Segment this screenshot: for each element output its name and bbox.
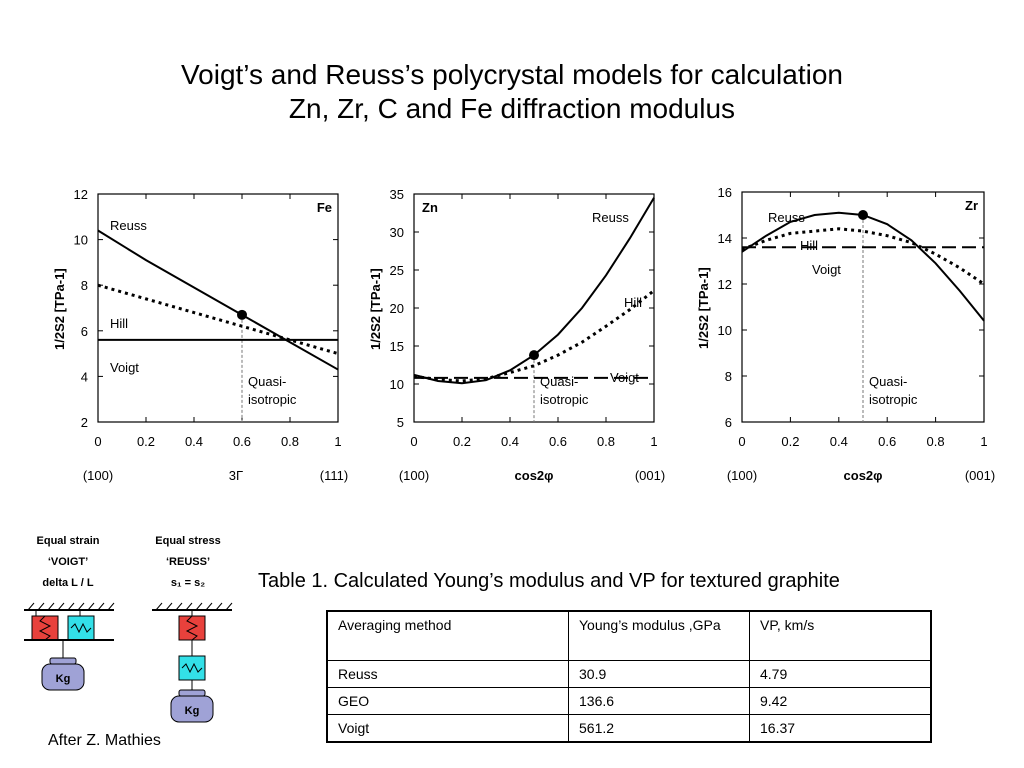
series-line-reuss bbox=[98, 230, 338, 369]
table-row bbox=[327, 661, 931, 688]
table-cell: Voigt bbox=[327, 715, 569, 743]
table-cell: 136.6 bbox=[569, 688, 750, 715]
x-tick-label: 0.2 bbox=[136, 434, 156, 449]
data-point-marker bbox=[529, 350, 539, 360]
y-tick-label: 15 bbox=[389, 339, 404, 354]
table-cell: 561.2 bbox=[569, 715, 750, 743]
voigt-label-3: delta L / L bbox=[42, 577, 94, 589]
data-point-marker bbox=[858, 210, 868, 220]
voigt-weight-label: Kg bbox=[55, 673, 71, 685]
x-tick-label: 0.2 bbox=[452, 434, 472, 449]
x-tick-label: 0.4 bbox=[184, 434, 204, 449]
data-point-marker bbox=[237, 310, 247, 320]
y-tick-label: 10 bbox=[73, 232, 88, 248]
chart-zn bbox=[366, 180, 666, 490]
y-axis-label: 1/2S2 [TPa-1] bbox=[368, 268, 383, 350]
credit-text: After Z. Mathies bbox=[48, 732, 161, 749]
header-youngs: Young’s modulus ,GPa bbox=[569, 611, 750, 661]
x-end-label-left: (100) bbox=[726, 468, 758, 483]
voigt-model bbox=[24, 535, 114, 690]
x-axis-label: cos2φ bbox=[514, 468, 554, 483]
reuss-weight-label: Kg bbox=[184, 705, 200, 717]
y-tick-label: 20 bbox=[389, 301, 404, 316]
chart-fe bbox=[48, 180, 348, 490]
x-tick-label: 1 bbox=[650, 434, 658, 449]
x-tick-label: 1 bbox=[334, 434, 342, 449]
x-axis-label: 3Γ bbox=[228, 468, 244, 483]
y-tick-label: 6 bbox=[724, 415, 732, 430]
y-tick-label: 14 bbox=[717, 231, 732, 246]
series-label-voigt: Voigt bbox=[110, 360, 139, 375]
y-axis-label: 1/2S2 [TPa-1] bbox=[52, 268, 67, 350]
panel-label: Fe bbox=[316, 200, 332, 215]
panel-label: Zr bbox=[965, 198, 978, 213]
y-tick-label: 35 bbox=[389, 187, 404, 202]
x-tick-label: 0.4 bbox=[500, 434, 520, 449]
reuss-label-3: s₁ = s₂ bbox=[170, 577, 206, 589]
table-cell: 16.37 bbox=[750, 715, 932, 743]
x-tick-label: 1 bbox=[980, 434, 988, 449]
spring-models-diagram bbox=[18, 530, 248, 740]
table-cell: GEO bbox=[327, 688, 569, 715]
x-axis-label: cos2φ bbox=[843, 468, 883, 483]
y-tick-label: 2 bbox=[80, 415, 88, 430]
y-tick-label: 25 bbox=[389, 263, 404, 278]
series-label-hill: Hill bbox=[800, 238, 819, 253]
x-tick-label: 0.8 bbox=[926, 434, 945, 449]
quasi-label-2: isotropic bbox=[540, 392, 589, 407]
x-tick-label: 0.4 bbox=[829, 434, 848, 449]
x-end-label-left: (100) bbox=[398, 468, 430, 483]
series-label-hill: Hill bbox=[110, 316, 129, 331]
table-row bbox=[327, 715, 931, 743]
y-axis-label: 1/2S2 [TPa-1] bbox=[696, 267, 711, 349]
quasi-label-2: isotropic bbox=[248, 392, 297, 407]
x-tick-label: 0.8 bbox=[280, 434, 300, 449]
table-caption: Table 1. Calculated Young’s modulus and VP for textured graphite bbox=[258, 570, 840, 592]
table-cell: 9.42 bbox=[750, 688, 932, 715]
y-tick-label: 8 bbox=[80, 278, 88, 294]
header-method: Averaging method bbox=[327, 611, 569, 661]
series-label-reuss: Reuss bbox=[768, 210, 805, 225]
x-end-label-right: (111) bbox=[319, 468, 348, 483]
y-tick-label: 12 bbox=[73, 187, 88, 202]
y-tick-label: 6 bbox=[80, 323, 88, 339]
voigt-label-1: Equal strain bbox=[36, 535, 100, 547]
y-tick-label: 10 bbox=[389, 377, 404, 392]
table-cell: 30.9 bbox=[569, 661, 750, 688]
x-tick-label: 0.2 bbox=[781, 434, 800, 449]
reuss-model bbox=[152, 535, 232, 722]
slide-title-line1: Voigt’s and Reuss’s polycrystal models for calculation bbox=[181, 59, 843, 90]
y-tick-label: 10 bbox=[717, 323, 732, 338]
panel-label: Zn bbox=[422, 200, 438, 215]
x-end-label-left: (100) bbox=[82, 468, 114, 483]
x-end-label-right: (001) bbox=[634, 468, 666, 483]
slide-title-line2: Zn, Zr, C and Fe diffraction modulus bbox=[288, 93, 736, 124]
quasi-label-1: Quasi- bbox=[869, 374, 908, 389]
x-tick-label: 0.8 bbox=[596, 434, 616, 449]
y-tick-label: 16 bbox=[717, 185, 732, 200]
series-label-reuss: Reuss bbox=[592, 210, 629, 225]
results-table bbox=[326, 610, 932, 743]
y-tick-label: 8 bbox=[724, 369, 732, 384]
reuss-label-1: Equal stress bbox=[155, 535, 221, 547]
table-row bbox=[327, 688, 931, 715]
slide-title bbox=[0, 58, 1024, 126]
y-tick-label: 4 bbox=[80, 369, 88, 385]
series-label-reuss: Reuss bbox=[110, 218, 147, 233]
voigt-label-2: ‘VOIGT’ bbox=[47, 556, 89, 568]
quasi-label-1: Quasi- bbox=[248, 374, 287, 389]
header-vp: VP, km/s bbox=[750, 611, 932, 661]
x-tick-label: 0.6 bbox=[878, 434, 897, 449]
table-cell: 4.79 bbox=[750, 661, 932, 688]
y-tick-label: 12 bbox=[717, 277, 732, 292]
x-tick-label: 0 bbox=[94, 434, 102, 449]
series-line-hill bbox=[98, 285, 338, 353]
quasi-label-1: Quasi- bbox=[540, 374, 579, 389]
table-header-row bbox=[327, 611, 931, 661]
x-end-label-right: (001) bbox=[964, 468, 996, 483]
series-label-voigt: Voigt bbox=[812, 262, 841, 277]
chart-zr bbox=[690, 180, 1000, 490]
reuss-label-2: ‘REUSS’ bbox=[165, 556, 211, 568]
x-tick-label: 0 bbox=[738, 434, 746, 449]
y-tick-label: 30 bbox=[389, 225, 404, 240]
x-tick-label: 0.6 bbox=[232, 434, 252, 449]
quasi-label-2: isotropic bbox=[869, 392, 918, 407]
table-cell: Reuss bbox=[327, 661, 569, 688]
y-tick-label: 5 bbox=[396, 415, 404, 430]
voigt-hatching bbox=[28, 603, 114, 610]
x-tick-label: 0.6 bbox=[548, 434, 568, 449]
x-tick-label: 0 bbox=[410, 434, 418, 449]
series-label-hill: Hill bbox=[624, 295, 643, 310]
series-label-voigt: Voigt bbox=[610, 370, 639, 385]
